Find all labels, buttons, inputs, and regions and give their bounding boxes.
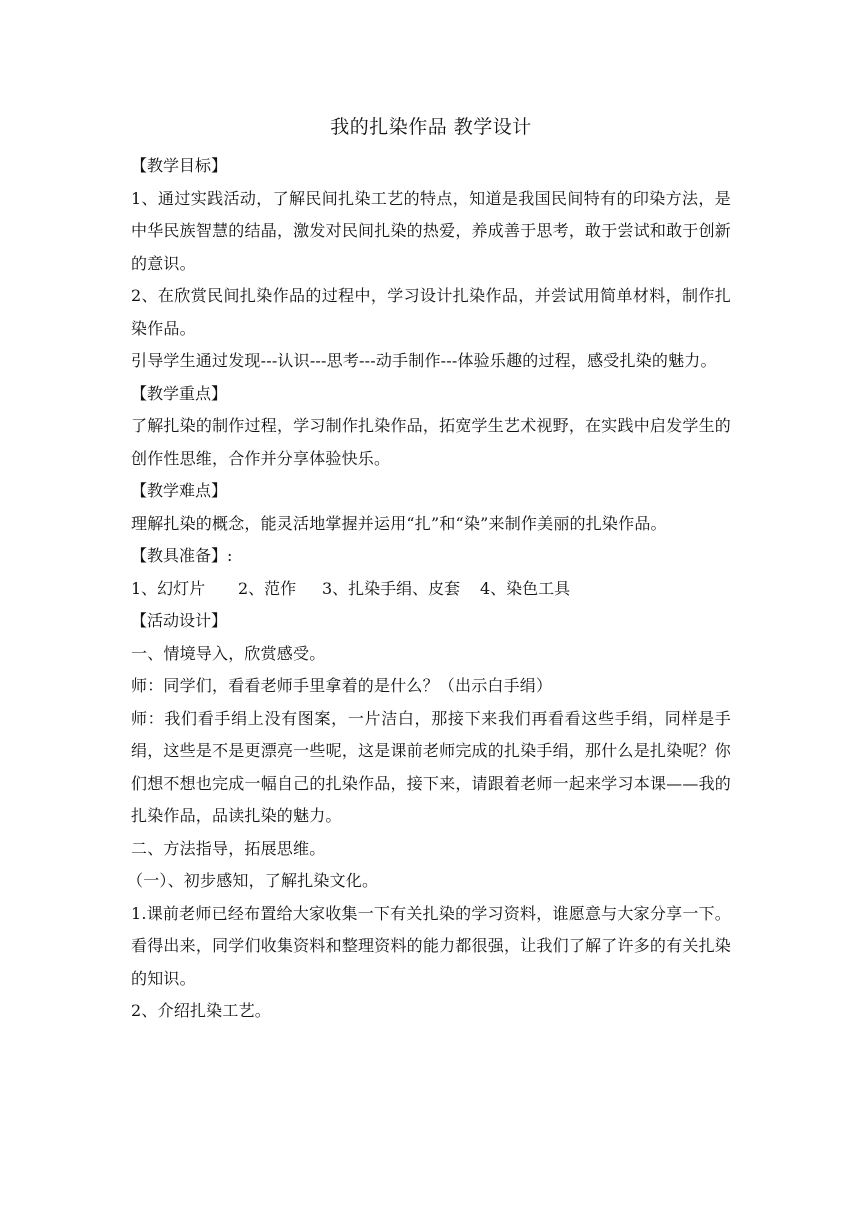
document-title: 我的扎染作品 教学设计	[330, 116, 532, 138]
objective-item-3: 引导学生通过发现---认识---思考---动手制作---体验乐趣的过程，感受扎染的魅力。	[131, 351, 717, 370]
materials-item: 3、扎染手绢、皮套	[322, 578, 461, 598]
activities-heading: 【活动设计】	[131, 611, 228, 630]
materials-item: 1、幻灯片	[131, 578, 206, 598]
materials-list	[131, 573, 731, 606]
objective-item-2: 2、在欣赏民间扎染作品的过程中，学习设计扎染作品，并尝试用简单材料，制作扎染作品。	[131, 286, 731, 338]
difficulties-text: 理解扎染的概念，能灵活地掌握并运用“扎”和“染”来制作美丽的扎染作品。	[131, 513, 667, 533]
key-points-heading: 【教学重点】	[131, 383, 228, 403]
objective-item-1: 1、通过实践活动，了解民间扎染工艺的特点，知道是我国民间特有的印染方法，是中华民族智慧的结晶，激发对民间扎染的热爱，养成善于思考，敢于尝试和敢于创新的意识。	[131, 188, 731, 273]
section-1-title: 一、情境导入，欣赏感受。	[131, 643, 326, 663]
key-points-text: 了解扎染的制作过程，学习制作扎染作品，拓宽学生艺术视野，在实践中启发学生的创作性思维，合作并分享体验快乐。	[131, 416, 731, 468]
document-body	[127, 112, 731, 1028]
materials-item: 2、范作	[238, 578, 297, 598]
materials-item: 4、染色工具	[480, 578, 571, 598]
section-2-title: 二、方法指导，拓展思维。	[131, 838, 326, 858]
subsection-1-title: （一）、初步感知，了解扎染文化。	[127, 871, 379, 890]
difficulties-heading: 【教学难点】	[131, 481, 228, 500]
objectives-heading: 【教学目标】	[131, 156, 228, 175]
teacher-line-2: 师：我们看手绢上没有图案，一片洁白，那接下来我们再看看这些手绢，同样是手绢，这些是不是更漂亮一些呢，这是课前老师完成的扎染手绢，那什么是扎染呢？你们想不想也完成一幅自己的扎染作品，接下来，请跟着老师一起来学习本课——我的扎染作品，品读扎染的魅力。	[131, 708, 731, 825]
materials-heading: 【教具准备】:	[131, 546, 233, 565]
point-1: 1.课前老师已经布置给大家收集一下有关扎染的学习资料，谁愿意与大家分享一下。看得出来，同学们收集资料和整理资料的能力都很强，让我们了解了许多的有关扎染的知识。	[131, 903, 731, 988]
teacher-line-1: 师：同学们，看看老师手里拿着的是什么？（出示白手绢）	[131, 676, 553, 695]
point-2: 2、介绍扎染工艺。	[131, 1001, 271, 1020]
